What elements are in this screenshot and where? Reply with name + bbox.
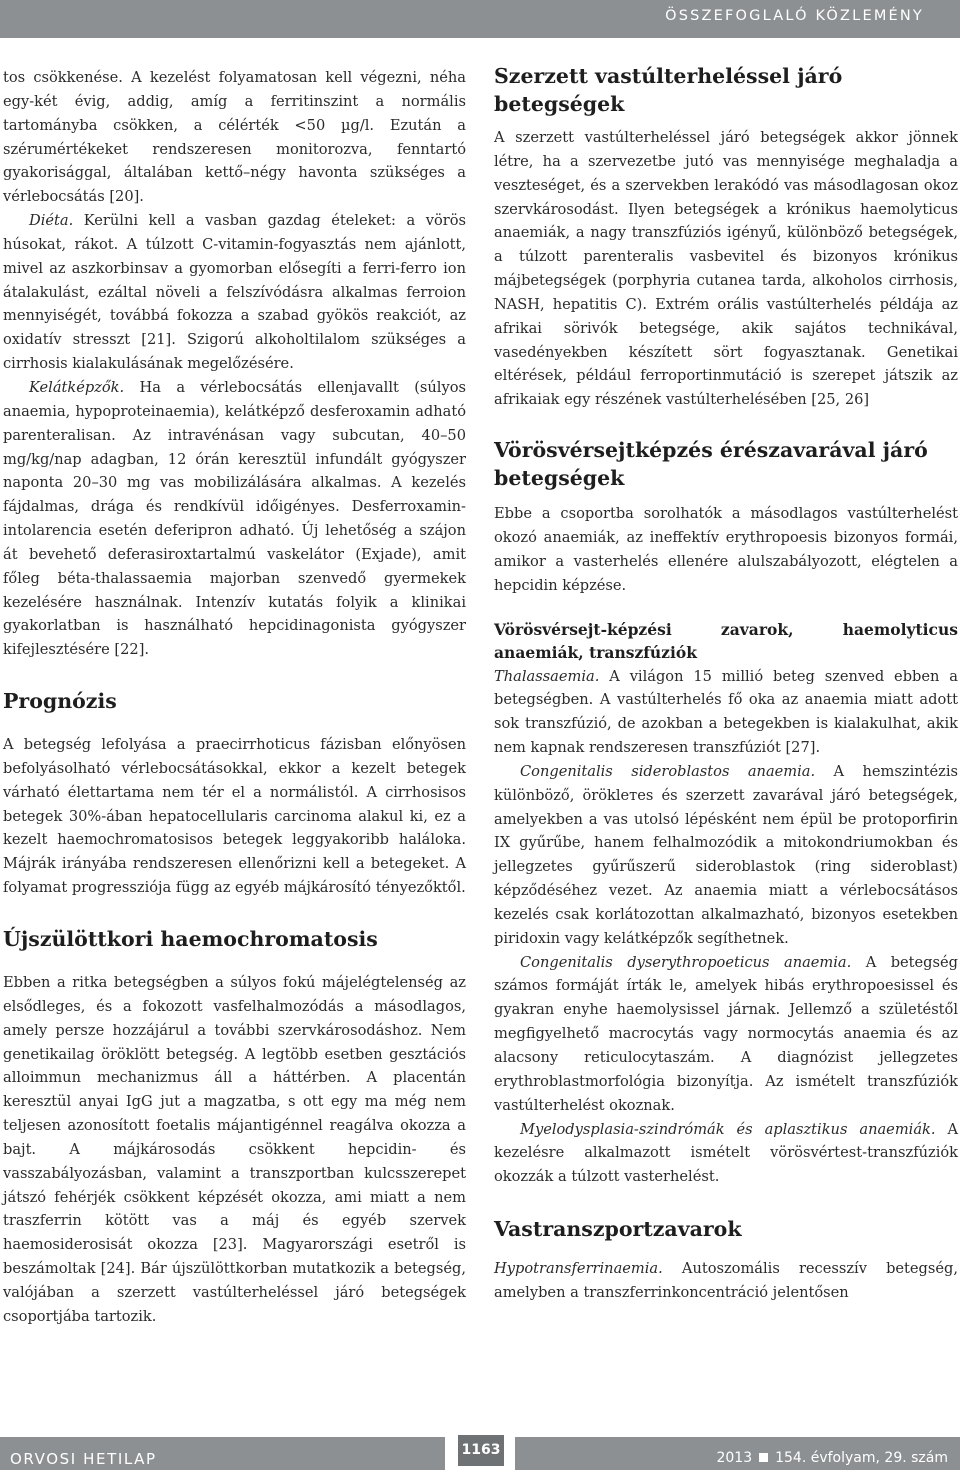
paragraph-hypotransferrinaemia	[494, 1257, 958, 1305]
run-in-label: Thalassaemia.	[494, 667, 600, 685]
left-column	[3, 66, 466, 1329]
right-column	[494, 66, 958, 1305]
page-number-box	[458, 1435, 504, 1466]
section-heading-transport: Vastranszportzavarok	[494, 1217, 742, 1242]
run-in-label: Kelátképzők.	[29, 378, 125, 396]
page-number: 1163	[461, 1442, 501, 1458]
year: 2013	[716, 1450, 753, 1466]
paragraph: Ebben a ritka betegségben a súlyos fokú májelégtelenség az elsődleges, és a fokozott vasfelhalmozódás a másodlagos, amely persze hozzájárul a további szervkárosodáshoz. Nem genetikailag öröklött betegség. A legtöbb esetben gesztációs alloimmun mechanizmus áll a háttérben. A placentán keresztül anyai IgG jut a magzatba, s ott egy ma még nem teljesen azonosított foetalis májantigénnel reagálva okozza a bajt. A májkárosodás csökkent hepcidin- és vasszabályozásban, valamint a transzportban kulcsszerepet játszó fehérjék csökkent képzését okozza, ami miatt a nem traszferrin kötött vas a máj és egyéb szervek haemosiderosisát okozza [23]. Magyarországi esetről is beszámoltak [24]. Bár újszülöttkorban mutatkozik a betegség, valójában a szerzett vastúlterheléssel járó betegségek csoportjába tartozik.	[3, 974, 466, 1325]
footer	[0, 1431, 960, 1470]
paragraph-text: Autoszomális recesszív betegség, amelyben a transzferrinkoncentráció jelentősen	[494, 1260, 958, 1301]
paragraph-text: Kerülni kell a vasban gazdag ételeket: a vörös húsokat, rákot. A túlzott C-vitamin-fogyasztás nem ajánlott, mivel az aszkorbinsav a gyomorban elősegíti a ferri-ferro ion átalakulást, ezáltal növeli a felszívódásra alkalmas ferroion mennyiségét, továbbá fokozza a szabad gyökös reakciót, az oxidatív stresszt [21]. Szigorú alkoholtilalom szükséges a cirrhosis kialakulásának megelőzésére.	[3, 212, 466, 373]
paragraph-text: A betegség számos formáját írták le, amelyek hibás erythropoesissel és gyakran enyhe haemolysissel járnak. Jellemző a születéstől megfigyelhető macrocytás vagy normocytás anaemia és az alacsony reticulocytaszám. A diagnózist jellegzetes erythroblastmorfológia bizonyítja. Az ismételt transzfúziók vastúlterhelést okoznak.	[494, 953, 958, 1114]
paragraph-thalassaemia	[494, 665, 958, 760]
header-bar	[0, 0, 960, 38]
section-title: ÖSSZEFOGLALÓ KÖZLEMÉNY	[665, 8, 924, 24]
run-in-label: Congenitalis dyserythropoeticus anaemia.	[520, 953, 852, 971]
paragraph: tos csökkenése. A kezelést folyamatosan kell végezni, néha egy-két évig, addig, amíg a ferritinszint a normális tartományba csökken, a célérték <50 µg/l. Ezután a szérumértékeket rendszeresen monitorozva, fenntartó gyakorisággal, általában kettő–négy havonta szükséges a vérlebocsátás [20].	[3, 69, 466, 206]
paragraph-text: A kezelésre alkalmazott ismételt vörösvértest-transzfúziók okozzák a túlzott vasterhelést.	[494, 1120, 958, 1186]
paragraph-text: Ha a vérlebocsátás ellenjavallt (súlyos anaemia, hypoproteinaemia), kelátképző desferoxamin adható parenteralisan. Az intravénásan vagy subcutan, 40–50 mg/kg/nap adagban, 12 órán keresztül infundált gyógyszer naponta 20–30 mg vas mobilizálására alkalmas. A kezelés fájdalmas, drága és rendkívül időigényes. Desferroxamin-intolarencia esetén deferipron adható. Új lehetőség a szájon át bevehető deferasiroxtartalmú vaskelátor (Exjade), amit főleg béta-thalassaemia majorban szenvedő gyermekek kezelésére használnak. Intenzív kutatás folyik a klinikai gyakorlatban is használható hepcidinagonista gyógyszer kifejlesztésére [22].	[3, 378, 466, 659]
square-bullet-icon	[759, 1453, 768, 1462]
footer-right-bar	[515, 1437, 960, 1470]
paragraph-sideroblastic	[494, 760, 958, 951]
volume: 154. évfolyam, 29. szám	[775, 1450, 948, 1466]
paragraph: A szerzett vastúlterheléssel járó betegségek akkor jönnek létre, ha a szervezetbe jutó vas mennyisége meghaladja a veszteséget, és a szervekben lerakódó vas másodlagosan okoz szervkárosodást. Ilyen betegségek a krónikus haemolyticus anaemiák, a nagy transzfúziós igényű, különböző betegségek, a túlzott parenteralis vasbevitel és bizonyos krónikus májbetegségek (porphyria cutanea tarda, alkoholos cirrhosis, NASH, hepatitis C). Extrém orális vastúlterhelés példája az afrikai sörivók betegsége, akik sajátos technikával, vasedényekben készített sört fogyasztanak. Genetikai eltérések, például ferroportinmutáció is szerepet játszik az afrikaiak egy részének vastúlterhelésében [25, 26]	[494, 129, 958, 409]
paragraph-dyserythropoietic	[494, 951, 958, 1118]
run-in-label: Congenitalis sideroblastos anaemia.	[520, 762, 816, 780]
paragraph-myelodysplasia	[494, 1118, 958, 1190]
paragraph-text: A hemszintézis különböző, öröklетes és szerzett zavarával járó betegségek, amelyekben a vas utolsó lépésként nem épül be protoporfirin IX gyűrűbe, hanem felhalmozódik a mitokondriumokban és jellegzetes gyűrűszerű sideroblastok (ring sideroblast) képződéséhez vezet. Az anaemia miatt a vérlebocsátásos kezelés csak korlátozottan alkalmazható, bizonyos esetekben piridoxin vagy kelátképzők segíthetnek.	[494, 762, 958, 947]
paragraph-text: A világon 15 millió beteg szenved ebben a betegségben. A vastúlterhelés fő oka az anaemia miatt adott sok transzfúzió, de azokban a betegekben is kialakulhat, akik nem kapnak rendszeresen transzfúziót [27].	[494, 667, 958, 757]
issue-info	[716, 1450, 948, 1466]
section-heading-neonatal: Újszülöttkori haemochromatosis	[3, 927, 378, 951]
paragraph-chelators	[3, 376, 466, 662]
section-heading-acquired: Szerzett vastúlterheléssel járó betegségek	[494, 64, 843, 116]
run-in-label: Diéta.	[29, 212, 74, 230]
section-heading-prognosis: Prognózis	[3, 689, 117, 714]
subsection-heading: Vörösvérsejt-képzési zavarok, haemolyticus anaemiák, transzfúziók	[494, 619, 958, 662]
section-heading-erythropoiesis: Vörösvérsejtképzés érészavarával járó betegségek	[494, 438, 928, 491]
journal-name: ORVOSI HETILAP	[10, 1450, 157, 1468]
run-in-label: Myelodysplasia-szindrómák és aplasztikus anaemiák.	[520, 1120, 936, 1138]
paragraph-diet	[3, 209, 466, 376]
paragraph: A betegség lefolyása a praecirrhoticus fázisban előnyösen befolyásolható vérlebocsátásokkal, ekkor a kezelt betegek várható élettartama nem tér el a normálistól. A cirrhosisos betegek 30%-ában hepatocellularis carcinoma alakul ki, ez a kezelt haemochromatosisos betegek leggyakoribb haláloka. Májrák irányába rendszeresen ellenőrizni kell a betegeket. A folyamat progressziója függ az egyéb májkárosító tényezőktől.	[3, 736, 466, 897]
paragraph: Ebbe a csoportba sorolhatók a másodlagos vastúlterhelést okozó anaemiák, az ineffektív erythropoesis bizonyos formái, amikor a vasterhelés ellenére alulszabályozott, elégtelen a hepcidin képzése.	[494, 505, 958, 594]
run-in-label: Hypotransferrinaemia.	[494, 1260, 663, 1278]
footer-left-bar	[0, 1437, 445, 1470]
